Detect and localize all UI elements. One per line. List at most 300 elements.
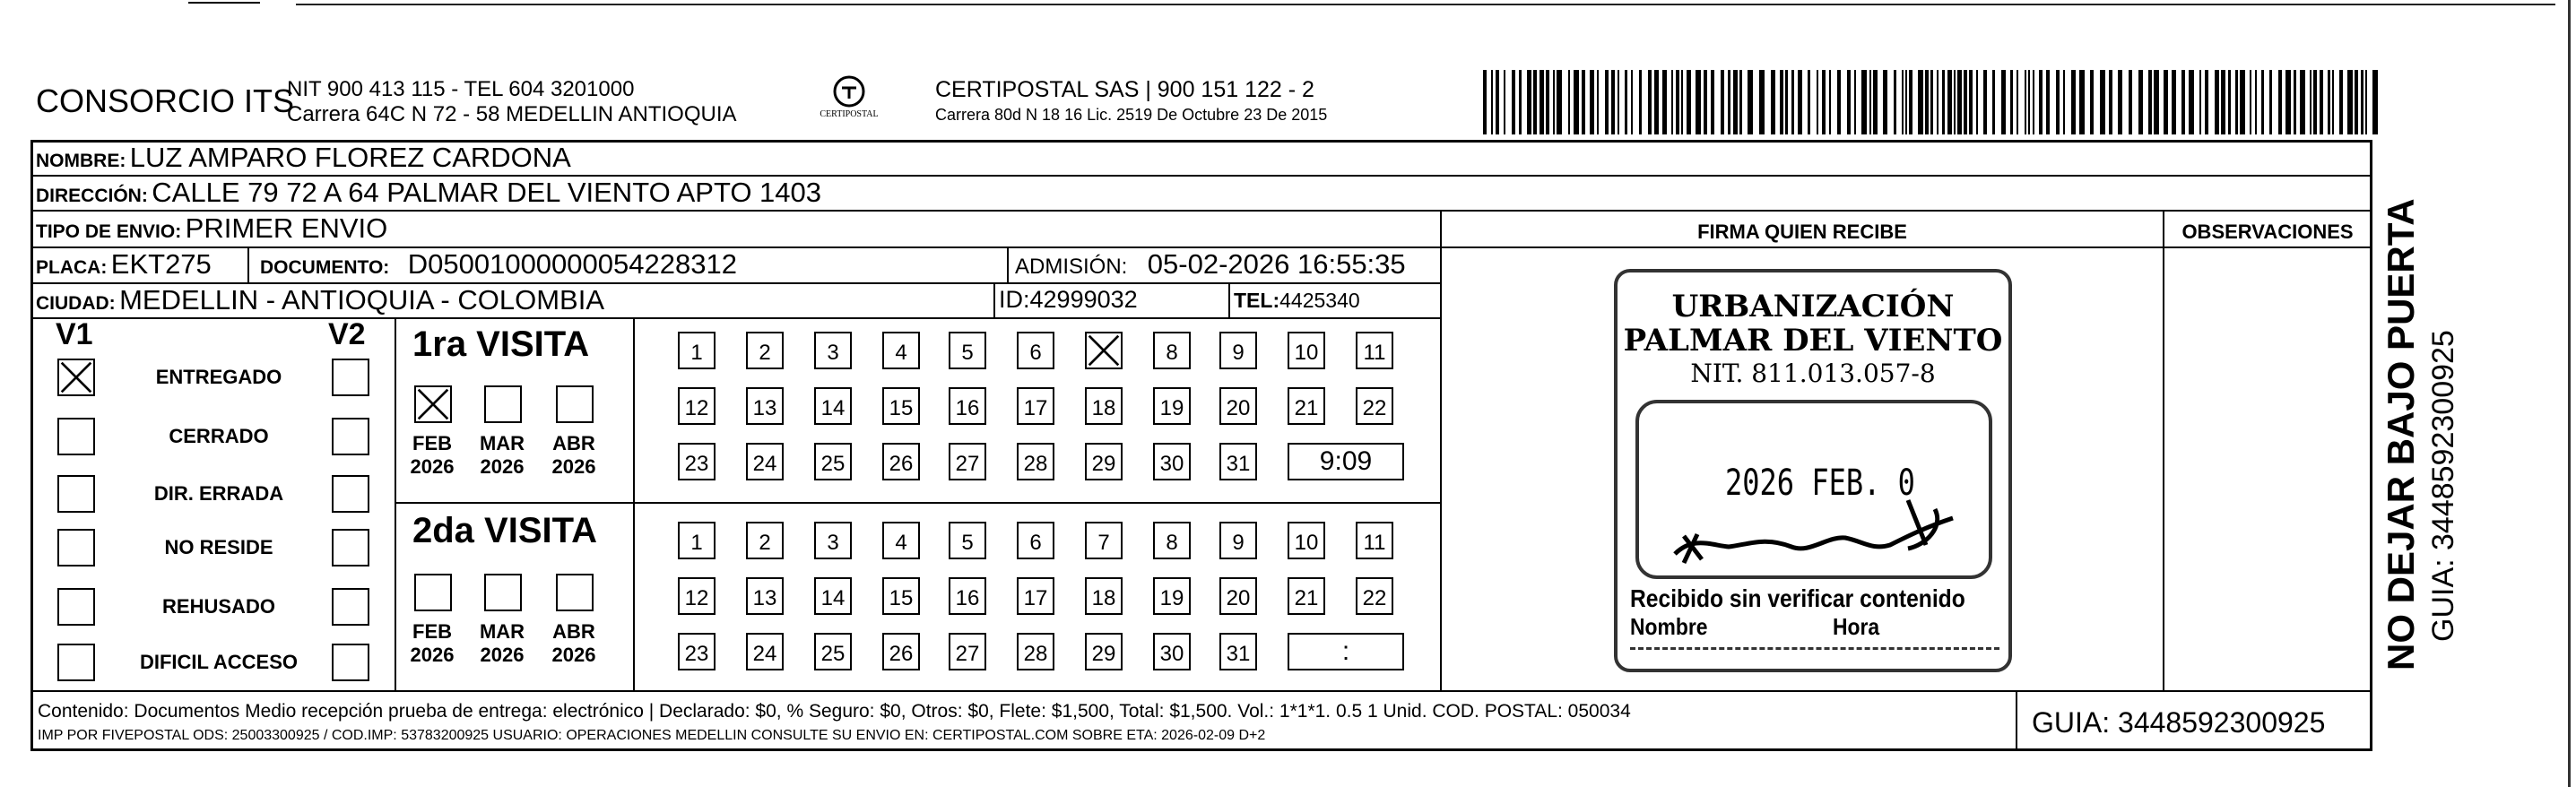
carrier-license: Carrera 80d N 18 16 Lic. 2519 De Octubre 23 De 2015 [935, 106, 1328, 124]
placa-row [36, 248, 212, 281]
month-name: FEB [412, 432, 452, 454]
barcode-bar [1798, 70, 1802, 134]
day-number: 6 [1029, 531, 1042, 555]
day-number: 1 [690, 531, 703, 555]
barcode-bar [2172, 70, 2176, 134]
day-box[interactable] [746, 332, 784, 369]
day-box[interactable] [814, 577, 852, 615]
barcode-bar [2228, 70, 2231, 134]
day-box[interactable] [1219, 577, 1257, 615]
barcode-bar [1704, 70, 1707, 134]
col-divider [395, 317, 396, 690]
v2-checkbox[interactable] [332, 588, 369, 626]
day-number: 6 [1029, 341, 1042, 365]
ciudad-row [36, 284, 604, 316]
day-box[interactable] [746, 443, 784, 480]
time-value: 9:09 [1319, 446, 1373, 476]
row-divider [30, 317, 1440, 319]
month-name: MAR [479, 620, 525, 643]
day-box[interactable] [1085, 443, 1123, 480]
barcode-bar [1671, 70, 1673, 134]
barcode-bar [2285, 70, 2291, 134]
barcode-bar [1639, 70, 1642, 134]
month-year: 2026 [410, 455, 455, 478]
day-box[interactable] [1219, 387, 1257, 425]
logo-text: CERTIPOSTAL [820, 109, 879, 119]
day-box[interactable] [1017, 332, 1054, 369]
barcode-bar [1808, 70, 1810, 134]
day-box[interactable] [1153, 633, 1191, 670]
day-number: 29 [1091, 642, 1116, 666]
day-box[interactable] [1288, 332, 1325, 369]
day-box[interactable] [949, 387, 986, 425]
barcode-bar [1721, 70, 1724, 134]
barcode-bar [2109, 70, 2112, 134]
side-guia: GUIA: 3448592300925 [2426, 330, 2460, 642]
barcode-bar [2181, 70, 2185, 134]
barcode-bar [1748, 70, 1753, 134]
day-box[interactable] [1017, 443, 1054, 480]
barcode-bar [1582, 70, 1585, 134]
day-box[interactable] [1219, 332, 1257, 369]
barcode-bar [2365, 70, 2367, 134]
day-box[interactable] [746, 577, 784, 615]
barcode-bar [1546, 70, 1549, 134]
day-number: 27 [955, 642, 980, 666]
v2-checkbox[interactable] [332, 475, 369, 513]
day-number: 16 [955, 586, 980, 610]
v2-label: V2 [328, 317, 366, 351]
day-box[interactable] [1356, 387, 1393, 425]
barcode-bar [2278, 70, 2282, 134]
company-address: Carrera 64C N 72 - 58 MEDELLIN ANTIOQUIA [287, 102, 737, 126]
col-divider [1007, 246, 1009, 282]
check-x-icon [59, 360, 93, 394]
v1-checkbox[interactable] [57, 588, 95, 626]
day-box[interactable] [882, 443, 920, 480]
day-number: 13 [752, 586, 777, 610]
barcode-bar [2215, 70, 2219, 134]
day-number: 12 [684, 586, 709, 610]
stamp-line1: URBANIZACIÓN [1671, 289, 1955, 324]
day-number: 22 [1362, 586, 1387, 610]
day-number: 24 [752, 452, 777, 476]
barcode-bar [1947, 70, 1952, 134]
barcode-bar [1785, 70, 1788, 134]
barcode-bar [2025, 70, 2026, 134]
v1-checkbox[interactable] [57, 529, 95, 566]
barcode-bar [1676, 70, 1679, 134]
day-number: 18 [1091, 396, 1116, 420]
month-checkbox-mar[interactable] [484, 385, 522, 423]
day-box[interactable] [1085, 522, 1123, 559]
month-label [475, 432, 529, 479]
nombre-label: NOMBRE: [36, 151, 126, 171]
day-box[interactable] [1085, 387, 1123, 425]
first-visit-title: 1ra VISITA [412, 324, 590, 364]
barcode-bar [1574, 70, 1579, 134]
barcode-bar [1512, 70, 1515, 134]
day-number: 5 [961, 531, 974, 555]
row-divider [1440, 246, 2372, 248]
barcode-bar [1942, 70, 1945, 134]
v1-checkbox[interactable] [57, 475, 95, 513]
barcode-bar [2310, 70, 2311, 134]
barcode-bar [2240, 70, 2245, 134]
month-name: MAR [479, 432, 525, 454]
day-box[interactable] [1085, 633, 1123, 670]
stamp-nombre: Nombre [1630, 613, 1708, 640]
month-year: 2026 [410, 644, 455, 666]
day-box[interactable] [678, 522, 716, 559]
ciudad-value: MEDELLIN - ANTIOQUIA - COLOMBIA [119, 284, 604, 316]
barcode-bar [2221, 70, 2225, 134]
month-checkbox-feb[interactable] [414, 574, 452, 611]
month-label [547, 432, 601, 479]
month-checkbox-mar[interactable] [484, 574, 522, 611]
barcode-bar [1957, 70, 1962, 134]
barcode-bar [1983, 70, 1987, 134]
observaciones-header: OBSERVACIONES [2181, 221, 2354, 243]
barcode-bar [2063, 70, 2065, 134]
time-box[interactable] [1288, 443, 1404, 480]
barcode-bar [1869, 70, 1871, 134]
day-box[interactable] [678, 633, 716, 670]
day-number: 17 [1023, 396, 1048, 420]
barcode-bar [1625, 70, 1627, 134]
month-year: 2026 [551, 644, 596, 666]
day-box[interactable] [1356, 522, 1393, 559]
day-number: 28 [1023, 452, 1048, 476]
footer-contenido: Contenido: Documentos Medio recepción prueba de entrega: electrónico | Declarado: $0, % Seguro: $0, Otros: $0, Flete: $1,500, Total: $1,500. Vol.: 1*1*1. 0.5 1 Unid. COD. POSTAL: 050034 [38, 701, 1631, 722]
stamp-bottom-line [1630, 647, 1999, 650]
barcode-bar [1817, 70, 1818, 134]
day-number: 30 [1159, 642, 1184, 666]
barcode-bar [1733, 70, 1738, 134]
day-number: 7 [1097, 341, 1110, 365]
day-box[interactable] [678, 332, 716, 369]
day-box[interactable] [1153, 387, 1191, 425]
barcode-bar [1847, 70, 1851, 134]
day-number: 8 [1166, 341, 1178, 365]
placa-value: EKT275 [110, 248, 212, 280]
day-box[interactable] [814, 633, 852, 670]
footer-imp: IMP POR FIVEPOSTAL ODS: 25003300925 / COD.IMP: 53783200925 USUARIO: OPERACIONES MEDELLIN CONSULTE SU ENVIO EN: CERTIPOSTAL.COM SOBRE ETA: 2026-02-09 D+2 [38, 728, 1266, 743]
barcode-bar [2320, 70, 2323, 134]
day-box[interactable] [1017, 633, 1054, 670]
day-box[interactable] [949, 633, 986, 670]
row-divider [30, 210, 2372, 212]
nombre-value: LUZ AMPARO FLOREZ CARDONA [129, 142, 571, 173]
day-box[interactable] [882, 633, 920, 670]
day-box[interactable] [1085, 332, 1123, 369]
barcode-bar [2164, 70, 2168, 134]
admision-row [1015, 248, 1406, 281]
direccion-value: CALLE 79 72 A 64 PALMAR DEL VIENTO APTO 1403 [152, 177, 822, 208]
barcode-bar [1771, 70, 1775, 134]
barcode-bar [2250, 70, 2251, 134]
barcode-bar [2056, 70, 2060, 134]
day-box[interactable] [949, 577, 986, 615]
month-name: ABR [552, 432, 595, 454]
admision-value: 05-02-2026 16:55:35 [1147, 248, 1406, 280]
day-box[interactable] [882, 387, 920, 425]
barcode-bar [1618, 70, 1619, 134]
time-value: : [1341, 636, 1350, 666]
status-label: ENTREGADO [155, 366, 282, 388]
admision-label: ADMISIÓN: [1015, 255, 1128, 279]
barcode-bar [2033, 70, 2034, 134]
time-box[interactable] [1288, 633, 1404, 670]
barcode-bar [1780, 70, 1783, 134]
v2-checkbox[interactable] [332, 644, 369, 681]
day-number: 21 [1294, 396, 1319, 420]
barcode-bar [1590, 70, 1594, 134]
footer-guia: GUIA: 3448592300925 [2032, 706, 2326, 739]
v2-checkbox[interactable] [332, 359, 369, 396]
tel-row [1234, 289, 1360, 313]
col-divider [1440, 210, 1442, 690]
day-box[interactable] [814, 443, 852, 480]
day-number: 15 [889, 396, 914, 420]
v2-checkbox[interactable] [332, 529, 369, 566]
day-box[interactable] [882, 577, 920, 615]
barcode-bar [2332, 70, 2334, 134]
day-box[interactable] [1219, 633, 1257, 670]
barcode-bar [1654, 70, 1659, 134]
check-x-icon [1087, 333, 1121, 368]
barcode-bar [1791, 70, 1794, 134]
col-divider [2016, 690, 2017, 751]
day-box[interactable] [678, 387, 716, 425]
row-divider [30, 690, 2372, 692]
barcode-bar [2118, 70, 2122, 134]
month-label [547, 620, 601, 667]
ciudad-label: CIUDAD: [36, 293, 116, 314]
day-box[interactable] [1288, 387, 1325, 425]
day-box[interactable] [949, 332, 986, 369]
day-box[interactable] [746, 522, 784, 559]
day-box[interactable] [1153, 522, 1191, 559]
day-number: 27 [955, 452, 980, 476]
month-label [405, 620, 459, 667]
col-divider [1228, 282, 1230, 317]
v1-checkbox[interactable] [57, 418, 95, 455]
month-label [405, 432, 459, 479]
status-label: REHUSADO [162, 595, 275, 618]
barcode-bar [1969, 70, 1973, 134]
barcode-bar [1540, 70, 1544, 134]
barcode-bar [1527, 70, 1531, 134]
day-number: 22 [1362, 396, 1387, 420]
month-checkbox-feb[interactable] [414, 385, 452, 423]
day-number: 3 [827, 531, 839, 555]
day-box[interactable] [949, 522, 986, 559]
day-number: 30 [1159, 452, 1184, 476]
barcode-bar [2001, 70, 2006, 134]
day-box[interactable] [1356, 332, 1393, 369]
barcode-bar [1553, 70, 1555, 134]
day-number: 5 [961, 341, 974, 365]
stamp-inner-box [1635, 400, 1992, 579]
barcode-bar [2355, 70, 2358, 134]
day-number: 4 [895, 531, 907, 555]
day-box[interactable] [1153, 577, 1191, 615]
barcode-bar [1519, 70, 1522, 134]
barcode-bar [1687, 70, 1691, 134]
barcode-bar [2010, 70, 2013, 134]
barcode-bar [2154, 70, 2159, 134]
reception-stamp [1614, 269, 2012, 672]
barcode-bar [1483, 70, 1487, 134]
signature-scribble [1657, 482, 1998, 581]
day-box[interactable] [814, 332, 852, 369]
day-number: 25 [820, 642, 846, 666]
day-box[interactable] [814, 522, 852, 559]
barcode-bar [1739, 70, 1742, 134]
day-number: 9 [1232, 341, 1245, 365]
barcode-bar [1902, 70, 1904, 134]
day-box[interactable] [1288, 577, 1325, 615]
day-number: 19 [1159, 586, 1184, 610]
month-year: 2026 [480, 455, 525, 478]
barcode-bar [1883, 70, 1887, 134]
day-number: 1 [690, 341, 703, 365]
day-number: 23 [684, 642, 709, 666]
check-x-icon [416, 387, 450, 421]
day-number: 28 [1023, 642, 1048, 666]
day-number: 24 [752, 642, 777, 666]
barcode-bar [1829, 70, 1831, 134]
barcode [1483, 70, 2380, 134]
day-number: 4 [895, 341, 907, 365]
day-number: 10 [1294, 341, 1319, 365]
status-label: CERRADO [169, 425, 269, 447]
barcode-bar [2199, 70, 2201, 134]
barcode-bar [1491, 70, 1493, 134]
day-box[interactable] [882, 332, 920, 369]
barcode-bar [1631, 70, 1633, 134]
barcode-bar [1925, 70, 1929, 134]
barcode-bar [1861, 70, 1867, 134]
day-box[interactable] [746, 633, 784, 670]
day-box[interactable] [882, 522, 920, 559]
day-number: 7 [1097, 531, 1110, 555]
day-number: 15 [889, 586, 914, 610]
day-box[interactable] [1153, 443, 1191, 480]
side-warning: NO DEJAR BAJO PUERTA [2380, 198, 2422, 670]
day-box[interactable] [949, 443, 986, 480]
v1-checkbox[interactable] [57, 359, 95, 396]
barcode-bar [1837, 70, 1841, 134]
day-box[interactable] [678, 443, 716, 480]
day-box[interactable] [678, 577, 716, 615]
tel-label: TEL: [1234, 289, 1280, 312]
barcode-bar [1918, 70, 1923, 134]
day-number: 17 [1023, 586, 1048, 610]
day-box[interactable] [1219, 522, 1257, 559]
day-box[interactable] [814, 387, 852, 425]
day-box[interactable] [1153, 332, 1191, 369]
day-box[interactable] [1085, 577, 1123, 615]
day-number: 25 [820, 452, 846, 476]
barcode-bar [1504, 70, 1505, 134]
company-name: CONSORCIO ITS [36, 82, 295, 119]
barcode-bar [1854, 70, 1856, 134]
barcode-bar [2339, 70, 2343, 134]
barcode-bar [1759, 70, 1765, 134]
day-box[interactable] [1017, 522, 1054, 559]
barcode-bar [2129, 70, 2132, 134]
scan-edge-line [2568, 0, 2571, 787]
day-number: 31 [1226, 642, 1251, 666]
v1-checkbox[interactable] [57, 644, 95, 681]
day-number: 19 [1159, 396, 1184, 420]
tipo-row [36, 212, 387, 245]
day-number: 10 [1294, 531, 1319, 555]
day-number: 13 [752, 396, 777, 420]
day-number: 8 [1166, 531, 1178, 555]
barcode-bar [2205, 70, 2208, 134]
day-number: 14 [820, 396, 846, 420]
month-checkbox-abr[interactable] [556, 574, 594, 611]
barcode-bar [2261, 70, 2264, 134]
barcode-bar [2235, 70, 2238, 134]
barcode-bar [1964, 70, 1967, 134]
company-nit-tel: NIT 900 413 115 - TEL 604 3201000 [287, 77, 635, 101]
col-divider [2163, 210, 2164, 690]
day-box[interactable] [1017, 577, 1054, 615]
day-number: 18 [1091, 586, 1116, 610]
nombre-row [36, 142, 571, 174]
barcode-bar [2300, 70, 2305, 134]
day-number: 16 [955, 396, 980, 420]
scan-edge-line [188, 2, 260, 4]
stamp-hora: Hora [1833, 613, 1880, 640]
barcode-bar [1894, 70, 1896, 134]
day-box[interactable] [1219, 443, 1257, 480]
barcode-bar [1937, 70, 1939, 134]
row-divider [395, 502, 1440, 504]
v2-checkbox[interactable] [332, 418, 369, 455]
barcode-bar [2269, 70, 2272, 134]
day-box[interactable] [1356, 577, 1393, 615]
month-checkbox-abr[interactable] [556, 385, 594, 423]
day-number: 11 [1363, 531, 1386, 555]
tipo-value: PRIMER ENVIO [185, 212, 388, 244]
firma-header: FIRMA QUIEN RECIBE [1697, 221, 1907, 243]
barcode-bar [1533, 70, 1537, 134]
day-box[interactable] [746, 387, 784, 425]
month-name: FEB [412, 620, 452, 643]
barcode-bar [2090, 70, 2094, 134]
day-box[interactable] [1017, 387, 1054, 425]
v1-label: V1 [56, 317, 93, 351]
barcode-bar [1711, 70, 1714, 134]
barcode-bar [1568, 70, 1570, 134]
month-label [475, 620, 529, 667]
day-box[interactable] [1288, 522, 1325, 559]
barcode-bar [2347, 70, 2353, 134]
barcode-bar [1905, 70, 1907, 134]
col-divider [633, 317, 635, 690]
status-label: DIFICIL ACCESO [139, 651, 298, 673]
month-year: 2026 [480, 644, 525, 666]
barcode-bar [1909, 70, 1912, 134]
tel-value: 4425340 [1279, 289, 1360, 312]
scan-edge-line [296, 4, 2555, 5]
status-label: NO RESIDE [164, 536, 273, 558]
